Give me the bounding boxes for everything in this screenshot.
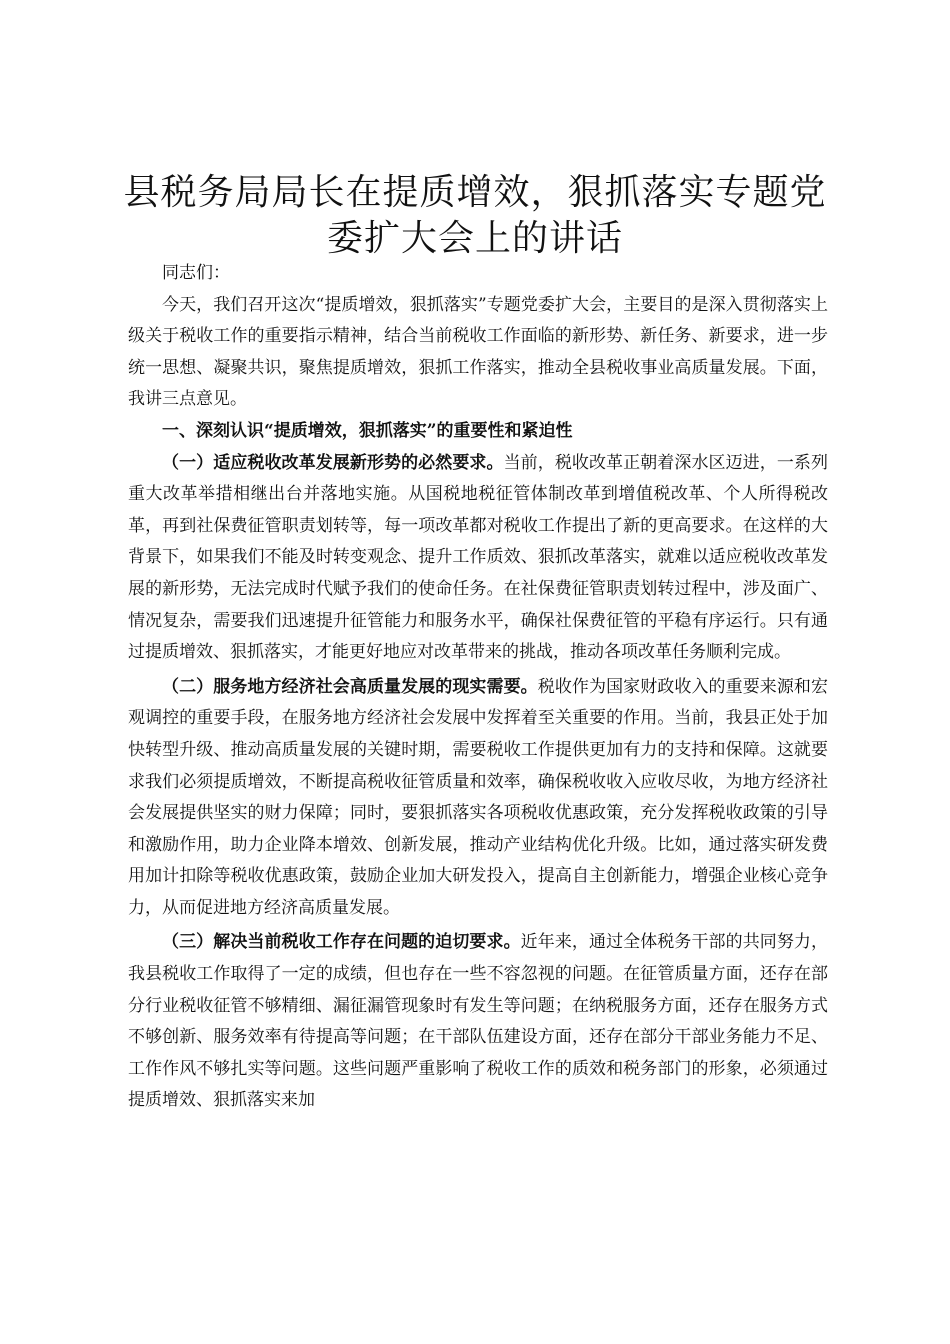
subsection-2-paragraph bbox=[128, 672, 828, 925]
subsection-2-text: 税收作为国家财政收入的重要来源和宏观调控的重要手段，在服务地方经济社会发展中发挥着至关重要的作用。当前，我县正处于加快转型升级、推动高质量发展的关键时期，需要税收工作提供更加有力的支持和保障。这就要求我们必须提质增效，不断提高税收征管质量和效率，确保税收收入应收尽收，为地方经济社会发展提供坚实的财力保障；同时，要狠抓落实各项税收优惠政策，充分发挥税收政策的引导和激励作用，助力企业降本增效、创新发展，推动产业结构优化升级。比如，通过落实研发费用加计扣除等税收优惠政策，鼓励企业加大研发投入，提高自主创新能力，增强企业核心竞争力，从而促进地方经济高质量发展。 bbox=[128, 676, 829, 918]
subsection-3-lead: （三）解决当前税收工作存在问题的迫切要求。 bbox=[162, 932, 521, 953]
subsection-1-lead: （一）适应税收改革发展新形势的必然要求。 bbox=[162, 452, 504, 473]
salutation: 同志们： bbox=[162, 263, 230, 283]
subsection-2-lead: （二）服务地方经济社会高质量发展的现实需要。 bbox=[162, 676, 538, 697]
section-1-heading: 一、深刻认识“提质增效，狠抓落实”的重要性和紧迫性 bbox=[162, 420, 573, 441]
subsection-3-paragraph bbox=[128, 927, 828, 1117]
subsection-3-text: 近年来，通过全体税务干部的共同努力，我县税收工作取得了一定的成绩，但也存在一些不容忽视的问题。在征管质量方面，还存在部分行业税收征管不够精细、漏征漏管现象时有发生等问题；在纳税服务方面，还存在服务方式不够创新、服务效率有待提高等问题；在干部队伍建设方面，还存在部分干部业务能力不足、工作作风不够扎实等问题。这些问题严重影响了税收工作的质效和税务部门的形象，必须通过提质增效、狠抓落实来加 bbox=[128, 932, 829, 1111]
document-title: 县税务局局长在提质增效，狠抓落实专题党委扩大会上的讲话 bbox=[123, 172, 827, 259]
subsection-1-paragraph bbox=[128, 448, 828, 669]
document-body bbox=[128, 258, 828, 1117]
subsection-1-text: 当前，税收改革正朝着深水区迈进，一系列重大改革举措相继出台并落地实施。从国税地税征管体制改革到增值税改革、个人所得税改革，再到社保费征管职责划转等，每一项改革都对税收工作提出了新的更高要求。在这样的大背景下，如果我们不能及时转变观念、提升工作质效、狠抓改革落实，就难以适应税收改革发展的新形势，无法完成时代赋予我们的使命任务。在社保费征管职责划转过程中，涉及面广、情况复杂，需要我们迅速提升征管能力和服务水平，确保社保费征管的平稳有序运行。只有通过提质增效、狠抓落实，才能更好地应对改革带来的挑战，推动各项改革任务顺利完成。 bbox=[128, 452, 828, 663]
intro-paragraph: 今天，我们召开这次“提质增效，狠抓落实”专题党委扩大会，主要目的是深入贯彻落实上级关于税收工作的重要指示精神，结合当前税收工作面临的新形势、新任务、新要求，进一步统一思想、凝聚共识，聚焦提质增效，狠抓工作落实，推动全县税收事业高质量发展。下面，我讲三点意见。 bbox=[128, 294, 828, 410]
